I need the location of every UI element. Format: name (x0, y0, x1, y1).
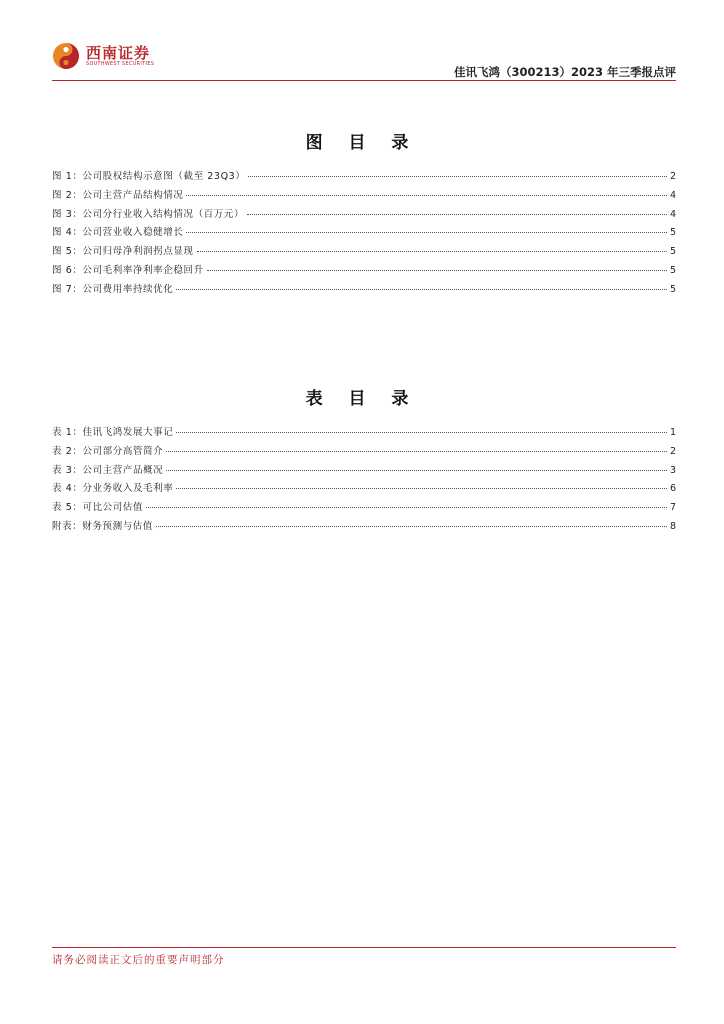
toc-leader (186, 195, 666, 196)
report-title: 佳讯飞鸿（300213）2023 年三季报点评 (453, 65, 676, 79)
toc-entry-label: 图 3：公司分行业收入结构情况（百万元） (52, 208, 245, 220)
toc-entry[interactable] (52, 262, 676, 281)
toc-entry-label: 图 7：公司费用率持续优化 (52, 283, 174, 295)
toc-entry-page: 5 (669, 264, 676, 276)
toc-entry-label: 表 2：公司部分高管简介 (52, 445, 164, 457)
company-logo (52, 42, 154, 70)
toc-leader (176, 432, 667, 433)
toc-leader (186, 232, 666, 233)
toc-entry[interactable] (52, 187, 676, 206)
toc-entry-page: 5 (669, 283, 676, 295)
toc-leader (166, 470, 667, 471)
toc-entry-page: 2 (669, 171, 676, 182)
toc-leader (248, 176, 667, 177)
toc-entry-page: 3 (669, 464, 676, 476)
toc-entry-label: 表 4：分业务收入及毛利率 (52, 483, 174, 495)
toc-entry-page: 5 (669, 246, 676, 258)
toc-entry[interactable] (52, 518, 676, 537)
toc-entry[interactable] (52, 168, 676, 187)
toc-entry[interactable] (52, 480, 676, 499)
toc-entry-page: 7 (669, 502, 676, 514)
toc-leader (146, 507, 667, 508)
toc-entry-label: 图 4：公司营业收入稳健增长 (52, 227, 184, 239)
logo-chinese-name: 西南证券 (86, 43, 151, 62)
toc-entry[interactable] (52, 424, 676, 443)
toc-entry-page: 6 (669, 483, 676, 495)
toc-entry-page: 8 (669, 520, 676, 532)
toc-leader (176, 289, 667, 290)
toc-entry-page: 4 (669, 208, 676, 220)
toc-entry[interactable] (52, 462, 676, 481)
toc-entry-page: 5 (669, 227, 676, 239)
toc-entry-page: 1 (669, 427, 676, 438)
southwest-securities-logo-icon (52, 42, 80, 70)
logo-english-name: SOUTHWEST SECURITIES (86, 61, 155, 67)
toc-entry[interactable] (52, 443, 676, 462)
toc-leader (166, 451, 667, 452)
toc-leader (197, 251, 667, 252)
toc-entry-label: 图 1：公司股权结构示意图（截至 23Q3） (52, 171, 246, 182)
footer-disclaimer: 请务必阅读正文后的重要声明部分 (52, 954, 225, 966)
toc-entry-page: 4 (669, 189, 676, 201)
toc-entry-page: 2 (669, 445, 676, 457)
toc-leader (247, 214, 667, 215)
figure-toc-list (52, 168, 676, 300)
toc-entry-label: 附表：财务预测与估值 (52, 520, 154, 532)
toc-entry[interactable] (52, 281, 676, 300)
toc-leader (176, 488, 667, 489)
footer-divider (52, 947, 676, 948)
toc-entry[interactable] (52, 499, 676, 518)
toc-leader (156, 526, 667, 527)
toc-entry-label: 图 2：公司主营产品结构情况 (52, 189, 184, 201)
toc-entry-label: 表 5：可比公司估值 (52, 502, 144, 514)
toc-entry-label: 图 5：公司归母净利润拐点显现 (52, 246, 194, 258)
toc-entry-label: 图 6：公司毛利率净利率企稳回升 (52, 264, 204, 276)
toc-entry[interactable] (52, 243, 676, 262)
page-header (52, 40, 676, 82)
toc-entry[interactable] (52, 224, 676, 243)
header-divider (52, 80, 676, 81)
toc-entry[interactable] (52, 206, 676, 225)
figure-toc-title: 图 目 录 (305, 133, 419, 153)
toc-entry-label: 表 1：佳讯飞鸿发展大事记 (52, 427, 174, 438)
table-toc-title: 表 目 录 (305, 389, 419, 409)
table-toc-list (52, 424, 676, 537)
toc-leader (207, 270, 667, 271)
toc-entry-label: 表 3：公司主营产品概况 (52, 464, 164, 476)
